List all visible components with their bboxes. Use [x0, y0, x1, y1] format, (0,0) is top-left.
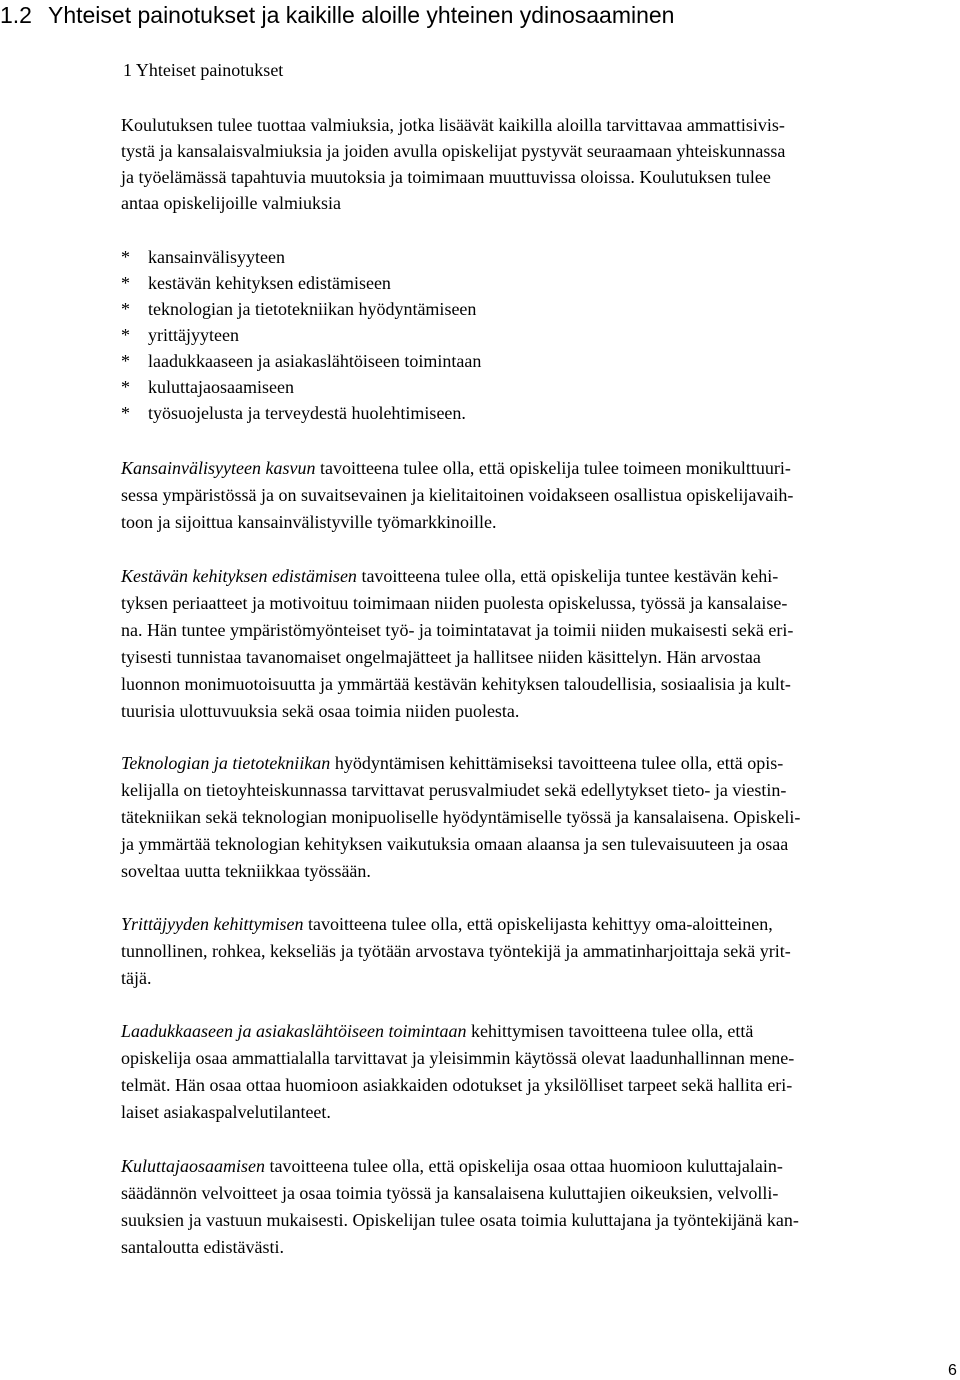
paragraph-text: hyödyntämisen kehittämiseksi tavoitteena tulee olla, että opis-: [330, 753, 784, 773]
paragraph-text: tavoitteena tulee olla, että opiskelija osaa ottaa huomioon kuluttajalain-: [265, 1156, 783, 1176]
paragraph-term: Kuluttajaosaamisen: [121, 1156, 266, 1176]
list-item: * työsuojelusta ja terveydestä huolehtimiseen.: [121, 403, 466, 423]
list-item-text: yrittäjyyteen: [148, 325, 239, 345]
paragraph-term: Kansainvälisyyteen kasvun: [121, 458, 316, 478]
paragraph-term: Laadukkaaseen ja asiakaslähtöiseen toimintaan: [121, 1021, 467, 1041]
paragraph-line: tyisesti tunnistaa tavanomaiset ongelmajätteet ja hallitsee niiden käsittelyn. Hän arvostaa: [121, 647, 761, 667]
paragraph-term: Yrittäjyyden kehittymisen: [121, 914, 304, 934]
list-item: * laadukkaaseen ja asiakaslähtöiseen toimintaan: [121, 351, 482, 371]
list-item: * kuluttajaosaamiseen: [121, 377, 294, 397]
paragraph-line: laiset asiakaspalvelutilanteet.: [121, 1102, 331, 1122]
section-title: Yhteiset painotukset ja kaikille aloille yhteinen ydinosaaminen: [47, 2, 675, 28]
paragraph-term: Kestävän kehityksen edistämisen: [121, 566, 357, 586]
paragraph-line: täjä.: [121, 968, 152, 988]
paragraph-line: [121, 1153, 783, 1179]
paragraph-line: säädännön velvoitteet ja osaa toimia työssä ja kansalaisena kuluttajien oikeuksien, velvolli-: [121, 1183, 779, 1203]
paragraph-line: [121, 455, 791, 481]
paragraph-line: soveltaa uutta tekniikkaa työssään.: [121, 861, 371, 881]
paragraph-line: tunnollinen, rohkea, kekseliäs ja työtään arvostava työntekijä ja ammatinharjoittaja sekä yrit-: [121, 941, 791, 961]
page-number: 6: [948, 1362, 957, 1379]
paragraph-line: ja ymmärtää teknologian kehityksen vaikutuksia omaan alaansa ja sen tulevaisuuteen ja osaa: [121, 834, 789, 854]
paragraph-term: Teknologian ja tietotekniikan: [121, 753, 331, 773]
intro-line: tystä ja kansalaisvalmiuksia ja joiden avulla opiskelijat pystyvät seuraamaan yhteiskunnassa: [121, 141, 786, 161]
intro-line: Koulutuksen tulee tuottaa valmiuksia, jotka lisäävät kaikilla aloilla tarvittavaa ammattisivis-: [121, 115, 785, 135]
list-item-text: kuluttajaosaamiseen: [148, 377, 294, 397]
paragraph-line: tuurisia ulottuvuuksia sekä osaa toimia niiden puolesta.: [121, 701, 520, 721]
list-item-text: kansainvälisyyteen: [148, 247, 285, 267]
paragraph-line: sessa ympäristössä ja on suvaitsevainen ja kielitaitoinen voidakseen osallistua opiskelijavaih-: [121, 485, 794, 505]
paragraph-text: tavoitteena tulee olla, että opiskelija tulee toimeen monikulttuuri-: [315, 458, 791, 478]
paragraph-line: tyksen periaatteet ja motivoituu toimimaan niiden puolesta opiskelussa, työssä ja kansalaise-: [121, 593, 788, 613]
paragraph-line: suuksien ja vastuun mukaisesti. Opiskelijan tulee osata toimia kuluttajana ja työntekijänä kan-: [121, 1210, 799, 1230]
paragraph-text: tavoitteena tulee olla, että opiskelija tuntee kestävän kehi-: [356, 566, 779, 586]
paragraph-line: telmät. Hän osaa ottaa huomioon asiakkaiden odotukset ja yksilölliset tarpeet sekä hallita eri-: [121, 1075, 793, 1095]
paragraph-line: toon ja sijoittua kansainvälistyville työmarkkinoille.: [121, 512, 497, 532]
paragraph-line: luonnon monimuotoisuutta ja ymmärtää kestävän kehityksen taloudellisia, sosiaalisia ja kult-: [121, 674, 791, 694]
list-item-text: teknologian ja tietotekniikan hyödyntämiseen: [148, 299, 477, 319]
paragraph-text: kehittymisen tavoitteena tulee olla, että: [466, 1021, 754, 1041]
paragraph-line: [121, 563, 778, 589]
paragraph-line: [121, 750, 783, 776]
paragraph-line: tätekniikan sekä teknologian monipuoliselle hyödyntämiselle työssä ja kansalaisena. Opiskeli-: [121, 807, 801, 827]
list-item-text: kestävän kehityksen edistämiseen: [148, 273, 391, 293]
paragraph-line: santaloutta edistävästi.: [121, 1237, 284, 1257]
list-item-text: työsuojelusta ja terveydestä huolehtimiseen.: [148, 403, 466, 423]
section-number: 1.2: [0, 2, 32, 28]
paragraph-line: [121, 1018, 753, 1044]
section-heading: [0, 0, 674, 30]
intro-line: ja työelämässä tapahtuvia muutoksia ja toimimaan muuttuvissa oloissa. Koulutuksen tulee: [121, 167, 771, 187]
list-item: * yrittäjyyteen: [121, 325, 239, 345]
paragraph-line: [121, 911, 773, 937]
paragraph-line: kelijalla on tietoyhteiskunnassa tarvittavat perusvalmiudet sekä edellytykset tieto- ja viestin-: [121, 780, 787, 800]
paragraph-line: na. Hän tuntee ympäristömyönteiset työ- ja toimintatavat ja toimii niiden mukaisesti sekä eri-: [121, 620, 794, 640]
list-item-text: laadukkaaseen ja asiakaslähtöiseen toimintaan: [148, 351, 482, 371]
intro-line: antaa opiskelijoille valmiuksia: [121, 193, 341, 213]
subsection-heading: 1 Yhteiset painotukset: [123, 60, 284, 80]
list-item: * kansainvälisyyteen: [121, 247, 285, 267]
paragraph-line: opiskelija osaa ammattialalla tarvittavat ja yleisimmin käytössä olevat laadunhallinnan mene-: [121, 1048, 795, 1068]
paragraph-text: tavoitteena tulee olla, että opiskelijasta kehittyy oma-aloitteinen,: [303, 914, 773, 934]
list-item: * teknologian ja tietotekniikan hyödyntämiseen: [121, 299, 477, 319]
list-item: * kestävän kehityksen edistämiseen: [121, 273, 391, 293]
